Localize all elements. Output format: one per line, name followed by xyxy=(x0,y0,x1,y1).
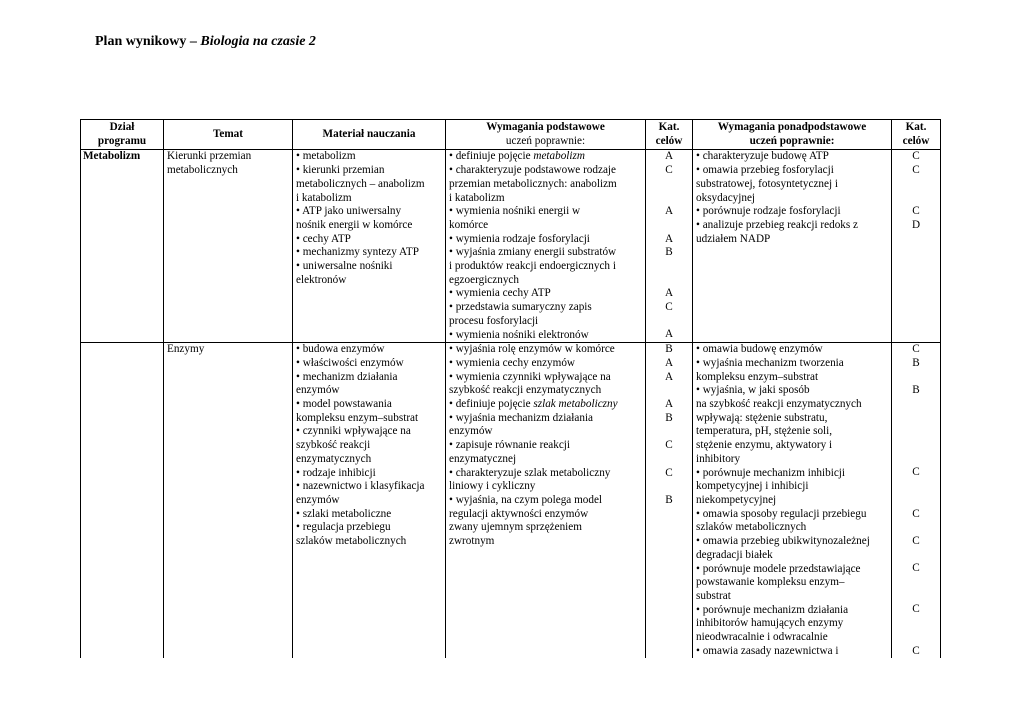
cell-line: • analizuje przebieg reakcji redoks z xyxy=(696,218,859,231)
cell-line: niekompetycyjnej xyxy=(696,493,777,506)
cell-line: enzymów xyxy=(296,493,340,506)
cell-line: A xyxy=(664,398,674,411)
cell-line: kompleksu enzym–substrat xyxy=(296,411,419,424)
cell-line: B xyxy=(912,356,920,369)
cell-line: zwany ujemnym sprzężeniem xyxy=(449,521,582,534)
cell-line: C xyxy=(912,150,920,163)
cell-line: kompleksu enzym–substrat xyxy=(696,370,819,383)
cell-line: komórce xyxy=(449,218,489,231)
cell-line: • wyjaśnia rolę enzymów w komórce xyxy=(449,343,615,356)
cell-line: • wymienia cechy ATP xyxy=(449,287,551,300)
empty-line xyxy=(892,617,940,631)
cell-line: • ATP jako uniwersalny xyxy=(296,205,402,218)
empty-line xyxy=(646,453,692,467)
cell-line: C xyxy=(665,466,673,479)
cell-line: • charakteryzuje podstawowe rodzaje xyxy=(449,164,616,177)
cell-line: • wymienia cechy enzymów xyxy=(449,356,576,369)
empty-line xyxy=(892,178,940,192)
cell-line: C xyxy=(665,164,673,177)
cell-dzial xyxy=(81,343,164,659)
cell-line: udziałem NADP xyxy=(696,232,771,245)
cell-line: B xyxy=(665,411,673,424)
cell-line: C xyxy=(912,343,920,356)
cell-line: liniowy i cykliczny xyxy=(449,480,536,493)
cell-kat-ponadpodstawowe xyxy=(892,150,941,343)
cell-line: • mechanizmy syntezy ATP xyxy=(296,246,419,259)
cell-line: • metabolizm xyxy=(296,150,356,163)
cell-kat-ponadpodstawowe xyxy=(892,343,941,659)
cell-wymagania-podstawowe: • wyjaśnia rolę enzymów w komórce • wymienia cechy enzymów • wymienia czynniki wpływające na szybkość reakcji enzymatycznych • definiuje pojęcie szlak metaboliczny • wyjaśnia mechanizm działania enzymów • zapisuje równanie reakcji enzymatycznej • charakteryzuje szlak metaboliczny liniowy i cykliczny • wyjaśnia, na czym polega model regulacji aktywności enzymów zwany ujemnym sprzężeniem zwrotnym xyxy=(446,343,646,659)
cell-line: A xyxy=(664,328,674,341)
cell-line: i katabolizm xyxy=(449,191,505,204)
empty-line xyxy=(646,425,692,439)
cell-line: A xyxy=(664,232,674,245)
cell-line: przemian metabolicznych: anabolizm xyxy=(449,177,617,190)
empty-line xyxy=(892,480,940,494)
cell-line: • wyjaśnia mechanizm tworzenia xyxy=(696,356,844,369)
header-wymagania-podstawowe: Wymagania podstawowe uczeń poprawnie: xyxy=(446,120,646,150)
cell-line: • regulacja przebiegu xyxy=(296,521,391,534)
cell-line: substratowej, fotosyntetycznej i xyxy=(696,177,838,190)
cell-line: enzymatycznych xyxy=(296,452,372,465)
cell-line: na szybkość reakcji enzymatycznych xyxy=(696,398,862,411)
cell-line: egzoergicznych xyxy=(449,273,519,286)
cell-line: metabolicznych – anabolizm xyxy=(296,177,425,190)
cell-line: • szlaki metaboliczne xyxy=(296,507,392,520)
cell-line: C xyxy=(912,534,920,547)
cell-line: C xyxy=(912,205,920,218)
cell-line: • właściwości enzymów xyxy=(296,356,404,369)
cell-line: substrat xyxy=(696,589,731,602)
cell-line: • wymienia nośniki elektronów xyxy=(449,328,589,341)
cell-line: wpływają: stężenie substratu, xyxy=(696,411,828,424)
header-row xyxy=(81,120,941,150)
header-temat: Temat xyxy=(164,120,293,150)
cell-line: szybkość reakcji enzymatycznych xyxy=(449,384,602,397)
cell-line: D xyxy=(911,218,921,231)
cell-line: stężenie enzymu, aktywatory i xyxy=(696,439,833,452)
empty-line xyxy=(892,425,940,439)
empty-line xyxy=(892,398,940,412)
cell-temat: Enzymy xyxy=(164,343,293,659)
empty-line xyxy=(646,480,692,494)
cell-dzial: Metabolizm xyxy=(81,150,164,343)
cell-line: • zapisuje równanie reakcji xyxy=(449,439,571,452)
cell-line: • wyjaśnia mechanizm działania xyxy=(449,411,594,424)
cell-line: i produktów reakcji endoergicznych i xyxy=(449,260,616,273)
empty-line xyxy=(892,494,940,508)
empty-line xyxy=(892,439,940,453)
cell-kat-podstawowe xyxy=(646,343,693,659)
cell-line: B xyxy=(665,493,673,506)
cell-line: A xyxy=(664,150,674,163)
empty-line xyxy=(646,178,692,192)
cell-line: • porównuje mechanizm inhibicji xyxy=(696,466,846,479)
cell-line: • omawia budowę enzymów xyxy=(696,343,823,356)
cell-line: A xyxy=(664,205,674,218)
cell-line: B xyxy=(665,246,673,259)
table-row-metabolizm xyxy=(81,150,941,343)
cell-line: • porównuje mechanizm działania xyxy=(696,603,849,616)
cell-line: • charakteryzuje szlak metaboliczny xyxy=(449,466,611,479)
empty-line xyxy=(892,371,940,385)
empty-line xyxy=(892,576,940,590)
cell-wymagania-ponadpodstawowe xyxy=(693,150,892,343)
cell-line: B xyxy=(912,384,920,397)
empty-line xyxy=(892,590,940,604)
document-title: Plan wynikowy – Biologia na czasie 2 xyxy=(95,34,316,49)
cell-line: • kierunki przemian xyxy=(296,164,385,177)
cell-line: • budowa enzymów xyxy=(296,343,385,356)
header-kat-ponadpodstawowe: Kat. celów xyxy=(892,120,941,150)
cell-line: temperatura, pH, stężenie soli, xyxy=(696,425,833,438)
empty-line xyxy=(892,549,940,563)
cell-line: C xyxy=(665,439,673,452)
cell-line: inhibitorów hamujących enzymy xyxy=(696,617,844,630)
cell-line: C xyxy=(912,164,920,177)
empty-line xyxy=(892,192,940,206)
header-material: Materiał nauczania xyxy=(293,120,446,150)
cell-line: • model powstawania xyxy=(296,398,392,411)
empty-line xyxy=(646,192,692,206)
empty-line xyxy=(646,384,692,398)
header-dzial: Dział programu xyxy=(81,120,164,150)
cell-line: • omawia przebieg fosforylacji xyxy=(696,164,834,177)
cell-line: enzymów xyxy=(449,425,493,438)
cell-line: regulacji aktywności enzymów xyxy=(449,507,589,520)
cell-line: degradacji białek xyxy=(696,548,773,561)
cell-line: • wyjaśnia, na czym polega model xyxy=(449,493,603,506)
cell-line: inhibitory xyxy=(696,452,741,465)
empty-line xyxy=(892,521,940,535)
plan-table xyxy=(80,119,941,658)
cell-line: A xyxy=(664,356,674,369)
cell-line: • przedstawia sumaryczny zapis xyxy=(449,301,592,314)
cell-line: C xyxy=(912,562,920,575)
cell-line: A xyxy=(664,370,674,383)
cell-line: • wymienia czynniki wpływające na xyxy=(449,370,611,383)
cell-line: • uniwersalne nośniki xyxy=(296,260,393,273)
table-row-enzymy xyxy=(81,343,941,659)
empty-line xyxy=(646,260,692,274)
empty-line xyxy=(646,219,692,233)
cell-line: A xyxy=(664,287,674,300)
cell-line: szlaków metabolicznych xyxy=(296,535,407,548)
cell-line: • rodzaje inhibicji xyxy=(296,466,376,479)
cell-line: • omawia przebieg ubikwitynozależnej xyxy=(696,535,870,548)
cell-line: kompetycyjnej i inhibicji xyxy=(696,480,809,493)
cell-line: C xyxy=(665,301,673,314)
cell-material xyxy=(293,343,446,659)
cell-line: • mechanizm działania xyxy=(296,370,398,383)
cell-line: • cechy ATP xyxy=(296,232,351,245)
cell-line: oksydacyjnej xyxy=(696,191,756,204)
cell-line: C xyxy=(912,603,920,616)
cell-line: C xyxy=(912,507,920,520)
cell-line: i katabolizm xyxy=(296,191,352,204)
cell-wymagania-podstawowe: • definiuje pojęcie metabolizm • charakteryzuje podstawowe rodzaje przemian metabolicznych: anabolizm i katabolizm • wymienia nośniki energii w komórce • wymienia rodzaje fosforylacji • wyjaśnia zmiany energii substratów i produktów reakcji endoergicznych i egzoergicznych • wymienia cechy ATP • przedstawia sumaryczny zapis procesu fosforylacji • wymienia nośniki elektronów xyxy=(446,150,646,343)
cell-line: • omawia sposoby regulacji przebiegu xyxy=(696,507,867,520)
cell-line: zwrotnym xyxy=(449,535,495,548)
empty-line xyxy=(892,631,940,645)
cell-line: • wyjaśnia, w jaki sposób xyxy=(696,384,810,397)
cell-line: C xyxy=(912,466,920,479)
cell-line: powstawanie kompleksu enzym– xyxy=(696,576,845,589)
cell-line: • wymienia nośniki energii w xyxy=(449,205,581,218)
cell-line: elektronów xyxy=(296,273,347,286)
cell-line: procesu fosforylacji xyxy=(449,314,539,327)
cell-wymagania-ponadpodstawowe xyxy=(693,343,892,659)
empty-line xyxy=(646,315,692,329)
cell-line: B xyxy=(665,343,673,356)
cell-line: enzymów xyxy=(296,384,340,397)
empty-line xyxy=(892,453,940,467)
cell-line: nośnik energii w komórce xyxy=(296,218,413,231)
cell-line: C xyxy=(912,644,920,657)
cell-line: szybkość reakcji xyxy=(296,439,371,452)
cell-kat-podstawowe xyxy=(646,150,693,343)
cell-line: enzymatycznej xyxy=(449,452,517,465)
cell-line: • czynniki wpływające na xyxy=(296,425,411,438)
cell-material xyxy=(293,150,446,343)
cell-line: • charakteryzuje budowę ATP xyxy=(696,150,829,163)
cell-line: • porównuje modele przedstawiające xyxy=(696,562,861,575)
cell-line: • nazewnictwo i klasyfikacja xyxy=(296,480,425,493)
cell-line: • omawia zasady nazewnictwa i xyxy=(696,644,839,657)
header-wymagania-ponadpodstawowe: Wymagania ponadpodstawowe uczeń poprawnie: xyxy=(693,120,892,150)
cell-temat: Kierunki przemian metabolicznych xyxy=(164,150,293,343)
empty-line xyxy=(646,274,692,288)
cell-line: • wyjaśnia zmiany energii substratów xyxy=(449,246,617,259)
cell-line: • porównuje rodzaje fosforylacji xyxy=(696,205,841,218)
cell-line: nieodwracalnie i odwracalnie xyxy=(696,631,828,644)
empty-line xyxy=(892,412,940,426)
cell-line: • wymienia rodzaje fosforylacji xyxy=(449,232,590,245)
header-kat-podstawowe: Kat. celów xyxy=(646,120,693,150)
cell-line: szlaków metabolicznych xyxy=(696,521,807,534)
